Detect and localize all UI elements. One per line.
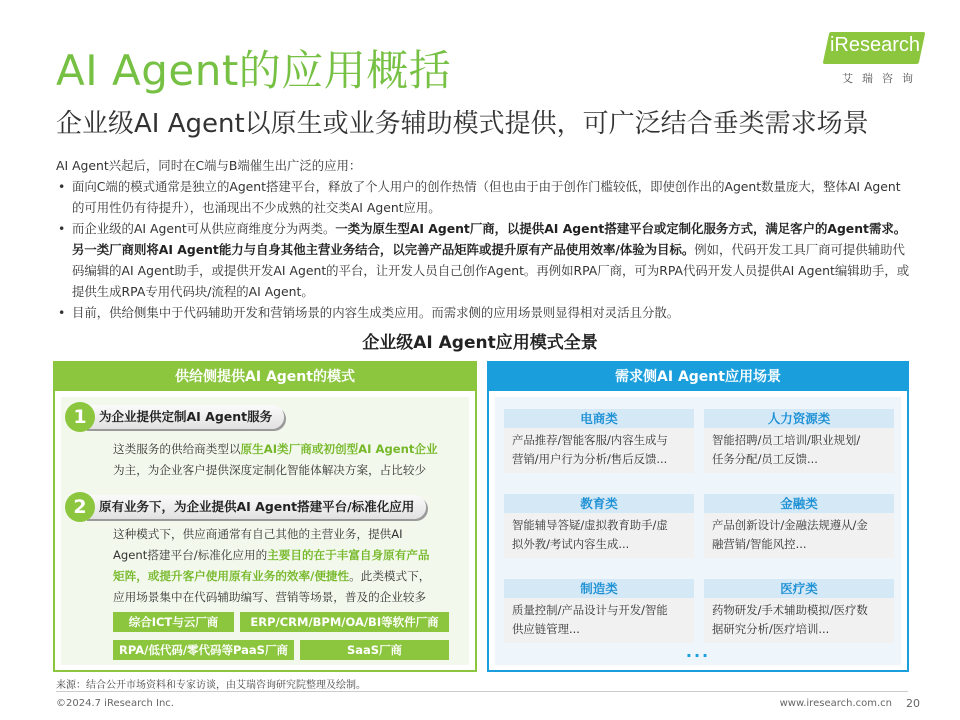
bullet-enterprise-bold: 一类为原生型AI Agent厂商，以提供AI Agent搭建平台或定制化服务方式，满足客户的Agent需求。另一类厂商则将AI Agent能力与自身其他主营业务结合，以完善产品矩阵或提升原有产品使用效率/体验为目标。 [72,221,907,257]
scenario-card-medical [704,579,894,643]
bullet-enterprise-part1: 而企业级的AI Agent可从供应商维度分为两类。 [72,221,336,236]
scenario-card-body [504,598,694,639]
iresearch-logo [816,30,926,88]
bullet-enterprise-part2: 例如，代码开发工具厂商可提供辅助代码编辑的AI Agent助手，或提供开发AI Agent的平台，让开发人员自己创作Agent。再例如RPA厂商，可为RPA代码开发人员提供AI Agent编辑助手，或提供生成RPA专用代码块/流程的AI Agent。 [72,242,910,299]
supply-panel [53,361,477,672]
page-title: AI Agent的应用概括 [56,46,452,95]
intro-text [56,155,912,323]
scenario-card-title: 金融类 [704,494,894,513]
demand-panel [487,361,909,672]
scenario-card-manufacturing [504,579,694,643]
scenario-card-body [704,513,894,554]
mode-2-line-4: 应用场景集中在代码辅助编写、营销等场景，普及的企业较多 [113,590,427,604]
scenario-card-line: 据研究分析/医疗培训... [712,622,830,636]
mode-1-description [113,439,463,481]
scenario-card-title: 制造类 [504,579,694,598]
vendor-tag-ict-cloud: 综合ICT与云厂商 [113,612,234,632]
scenario-card-education [504,494,694,558]
scenario-card-title: 教育类 [504,494,694,513]
bullet-enterprise [56,218,912,302]
scenario-card-line: 融营销/智能风控... [712,537,807,551]
mode-1-number-badge: 1 [65,402,95,432]
demand-panel-header: 需求侧AI Agent应用场景 [489,363,907,391]
mode-2-line-3-text: 。此类模式下， [349,569,431,583]
scenario-card-hr [704,409,894,473]
scenario-card-line: 质量控制/产品设计与开发/智能 [512,603,668,617]
logo-chinese: 艾瑞咨询 [842,72,922,85]
scenario-card-line: 营销/用户行为分析/售后反馈... [512,452,668,466]
scenario-card-body [704,428,894,469]
scenario-card-line: 智能招聘/员工培训/职业规划/ [712,433,861,447]
scenario-card-line: 产品创新设计/金融法规遵从/金 [712,518,868,532]
scenario-card-line: 任务分配/员工反馈... [712,452,818,466]
website-link[interactable]: www.iresearch.com.cn [779,698,892,709]
scenario-card-line: 药物研发/手术辅助模拟/医疗数 [712,603,868,617]
supply-panel-header: 供给侧提供AI Agent的模式 [55,363,475,391]
scenario-card-line: 产品推荐/智能客服/内容生成与 [512,433,668,447]
scenario-card-title: 人力资源类 [704,409,894,428]
intro-lead: AI Agent兴起后，同时在C端与B端催生出广泛的应用： [56,158,362,173]
logo-text: iResearch [829,34,920,56]
scenario-card-line: 供应链管理... [512,622,580,636]
footer-divider [56,691,908,692]
vendor-tag-saas: SaaS厂商 [300,640,449,660]
copyright: ©2024.7 iResearch Inc. [56,698,174,709]
mode-2-highlight-a: 主要目的在于丰富自身原有产品 [267,548,430,562]
mode-1-line-2: 为主，为企业客户提供深度定制化智能体解决方案，占比较少 [113,463,427,477]
diagram-title: 企业级AI Agent应用模式全景 [362,333,598,353]
supply-panel-body [61,397,469,665]
mode-2-line-1: 这种模式下，供应商通常有自己其他的主营业务，提供AI [113,527,403,541]
mode-2-line-2-text: Agent搭建平台/标准化应用的 [113,548,268,562]
mode-2-highlight-b: 矩阵，或提升客户使用原有业务的效率/便捷性 [113,569,350,583]
scenario-card-body [704,598,894,639]
mode-1-line-1 [113,439,463,460]
scenario-card-ecommerce [504,409,694,473]
demand-panel-body [495,397,901,665]
vendor-tag-paas: RPA/低代码/零代码等PaaS厂商 [113,640,294,660]
vendor-tag-software: ERP/CRM/BPM/OA/BI等软件厂商 [240,612,449,632]
mode-1-title: 为企业提供定制AI Agent服务 [85,405,284,429]
mode-2-title: 原有业务下，为企业提供AI Agent搭建平台/标准化应用 [85,495,426,519]
scenario-card-line: 拟外教/考试内容生成... [512,537,630,551]
scenario-card-title: 电商类 [504,409,694,428]
scenario-card-finance [704,494,894,558]
bullet-consumer: • 面向C端的模式通常是独立的Agent搭建平台，释放了个人用户的创作热情（但也由于由于创作门槛较低，即使创作出的Agent数量庞大，整体AI Agent的可用性仍有待提升），也涌现出不少成熟的社交类AI Agent应用。 [56,176,912,218]
mode-2-number-badge: 2 [65,492,95,522]
mode-2-line-2 [113,545,463,566]
scenario-card-body [504,428,694,469]
more-scenarios-ellipsis: ··· [685,646,711,665]
scenario-card-body [504,513,694,554]
mode-2-line-3 [113,566,463,587]
bullet-current: • 目前，供给侧集中于代码辅助开发和营销场景的内容生成类应用。而需求侧的应用场景则显得相对灵活且分散。 [56,302,912,323]
scenario-card-line: 智能辅导答疑/虚拟教育助手/虚 [512,518,668,532]
mode-1-highlight: 原生AI类厂商或初创型AI Agent企业 [240,442,438,456]
page-number: 20 [906,697,920,710]
source-note: 来源：结合公开市场资料和专家访谈，由艾瑞咨询研究院整理及绘制。 [56,680,366,691]
scenario-card-title: 医疗类 [704,579,894,598]
mode-2-description [113,524,463,608]
mode-1-line-1-text: 这类服务的供给商类型以 [113,442,241,456]
page-subtitle: 企业级AI Agent以原生或业务辅助模式提供，可广泛结合垂类需求场景 [56,109,869,139]
